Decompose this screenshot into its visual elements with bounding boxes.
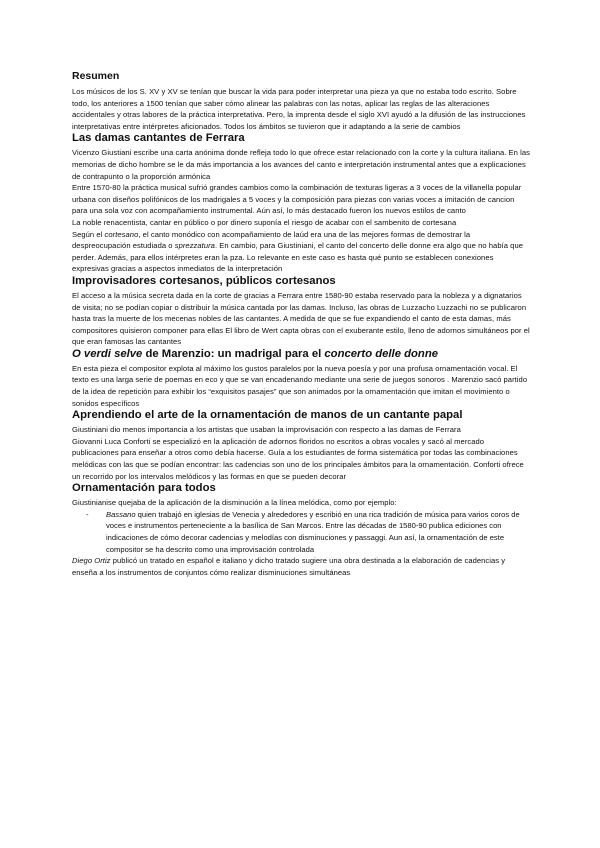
document-page	[72, 70, 530, 578]
list-item-bassano	[86, 509, 530, 555]
heading-improvisadores: Improvisadores cortesanos, públicos cortesanos	[72, 274, 336, 287]
italic-name-diego-ortiz: Diego Ortiz	[72, 556, 111, 566]
italic-term-cortesano: cortesano	[104, 229, 139, 239]
heading-damas: Las damas cantantes de Ferrara	[72, 132, 245, 145]
text-segment: publicó un tratado en español e italiano y dicho tratado sugiere una obra destinada a la elaboración de cadencias y enseña a los instrumentos de conjuntos cómo realizar disminuciones simultáneas	[72, 556, 506, 577]
heading-resumen: Resumen	[72, 70, 120, 82]
text-segment: Según el	[72, 229, 105, 239]
italic-name-bassano: Bassano	[106, 509, 136, 519]
paragraph-verdi-selve: En esta pieza el compositor explota al máximo los gustos paralelos por la nueva poesía y por una profusa ornamentación vocal. El texto es una larga serie de poemas en eco y que se van encadenando mediante una serie de juegos sonoros . Marenzio sacó partido de la idea de repetición para exhibir los “exquisitos pasajes” que son animados por la ornamentación que imitan el movimiento o sonidos específicos	[72, 363, 528, 408]
title-segment: de Marenzio: un madrigal para el	[142, 347, 325, 360]
heading-verdi-selve	[72, 348, 530, 361]
paragraph-damas-3: La noble renacentista, cantar en público o por dinero suponía el riesgo de acabar con el sambenito de cortesana	[72, 217, 457, 227]
paragraph-resumen: Los músicos de los S. XV y XV se tenían que buscar la vida para poder interpretar una pieza ya que no estaba todo escrito. Sobre todo, los anteriores a 1500 tenían que saber cómo alinear las palabras con las notas, aplicar las reglas de las alteraciones accidentales y otras labores de la práctica interpretativa. Pero, la imprenta desde el siglo XVI ayudó a la difusión de las instrucciones interpretativas entre intérpretes aficionados. Todos los ámbitos se tuvieron que ir adaptando a la serie de cambios	[72, 87, 526, 131]
list-item-text: quien trabajó en iglesias de Venecia y alrededores y escribió en una rica tradición de música para varios coros de voces e instrumentos perteneciente a la basílica de San Marcos. Entre las décadas de 1580-90 publica ediciones con indicaciones de cómo decorar cadencias y melodías con disminuciones y passaggi. Aun así, la ornamentación de este compositor se ha descrito como una improvisación controlada	[106, 509, 520, 554]
text-segment: , el canto monódico con acompañamiento de laúd era una de las mejores formas de demostrar la despreocupación estudiada o	[72, 229, 471, 251]
paragraph-ornamentacion-1: Giustinianise quejaba de la aplicación de la disminución a la línea melódica, como por ejemplo:	[72, 498, 397, 508]
italic-title-o-verdi-selve: O verdi selve	[72, 347, 143, 360]
paragraph-aprendiendo-2: Giovanni Luca Conforti se especializó en la aplicación de adornos floridos no escritos a obras vocales y sacó al mercado publicaciones para enseñar a otros como debía hacerse. Guía a los estudiantes de forma sistemática por todas las combinaciones melódicas con las que se podían encontrar: las cadencias son uno de los principales ámbitos para la ornamentación. Conforti ofrece un recorrido por los intervalos melódicos y las formas en que se pueden decorar	[72, 436, 524, 481]
paragraph-damas-4	[72, 229, 530, 275]
list-dash: -	[86, 509, 89, 519]
list-item-body	[106, 509, 530, 555]
heading-ornamentacion: Ornamentación para todos	[72, 482, 216, 495]
heading-aprendiendo: Aprendiendo el arte de la ornamentación de manos de un cantante papal	[72, 409, 463, 422]
paragraph-damas-1: Vicenzo Giustiani escribe una carta anónima donde refleja todo lo que ofrece estar relacionado con la corte y la cultura italiana. En las memorias de dicho hombre se le da más importancia a los avances del canto e interpretación instrumental antes que a explicaciones de contrapunto o la proporción armónica	[72, 148, 530, 181]
italic-term-sprezzatura: sprezzatura	[174, 241, 215, 251]
paragraph-improvisadores: El acceso a la música secreta dada en la corte de gracias a Ferrara entre 1580-90 estaba reservado para la nobleza y a dignatarios de visita; no se podían copiar o distribuir la música cantada por las damas. Incluso, las obras de Luzzacho Luzzachi no se publicaron hasta tras la muerte de los mecenas nobles de las cantantes. A medida de que se fue expandiendo el canto de esta damas, más compositores quisieron componer para ellas El libro de Wert capta obras con el exuberante estilo, lleno de adornos simultáneos por el que eran famosas las cantantes	[72, 290, 530, 347]
text-segment: . En cambio, para Giustiniani, el canto del concerto delle donne era algo que no había que perder. Además, para ellos intérpretes eran la pza. Lo relevante en este caso es hasta qué punto se establecen conexiones expresivas gracias a aspectos inmediatos de la interpretación	[72, 241, 524, 274]
italic-title-concerto: concerto delle donne	[324, 347, 439, 360]
paragraph-damas-2: Entre 1570-80 la práctica musical sufrió grandes cambios como la combinación de texturas ligeras a 3 voces de la villanella popular urbana con diseños polifónicos de los madrigales a 5 voces y la composición para piezas con varias voces a imitación de cancion para una sola voz con acompañamiento instrumental. Aún así, lo más destacado fueron los nuevos estilos de canto	[72, 183, 522, 216]
paragraph-aprendiendo-1: Giustiniani dio menos importancia a los artistas que usaban la improvisación con respecto a las damas de Ferrara	[72, 425, 461, 435]
paragraph-ornamentacion-2	[72, 555, 530, 578]
